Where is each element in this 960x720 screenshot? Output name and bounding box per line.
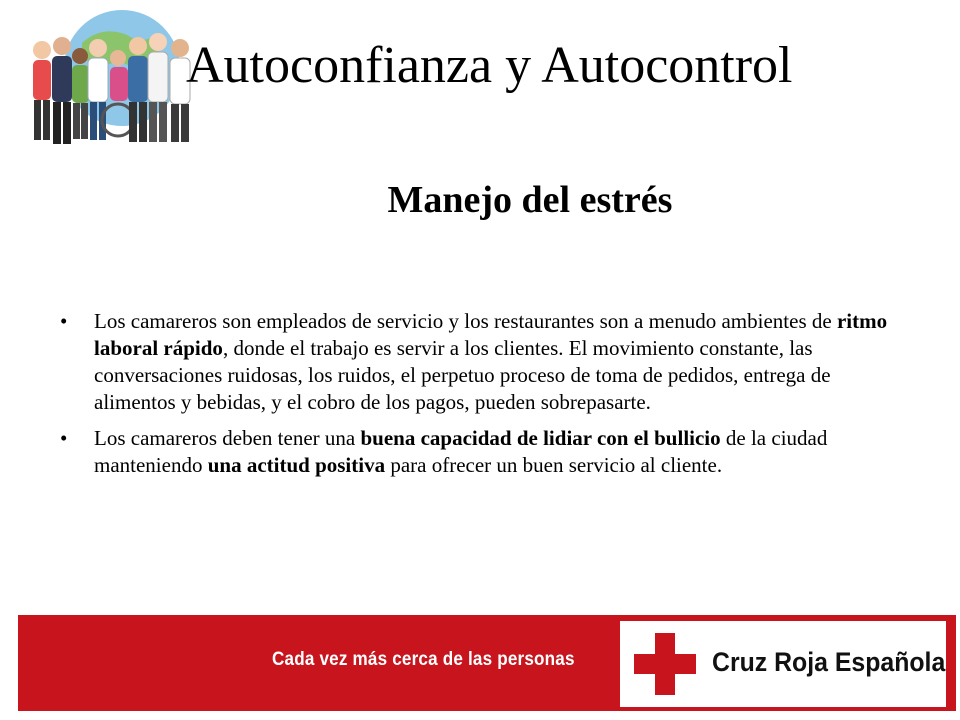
group-of-professionals-illustration bbox=[22, 8, 200, 148]
bullet-item bbox=[60, 425, 910, 479]
bullet-text: Los camareros deben tener una bbox=[94, 426, 361, 450]
bullet-list bbox=[60, 308, 910, 488]
red-cross-icon bbox=[634, 633, 696, 695]
slide-title: Autoconfianza y Autocontrol bbox=[186, 37, 793, 94]
bullet-text: para ofrecer un buen servicio al cliente. bbox=[385, 453, 723, 477]
bullet-text: Los camareros son empleados de servicio y los restaurantes son a menudo ambientes de bbox=[94, 309, 837, 333]
section-subtitle: Manejo del estrés bbox=[387, 179, 673, 221]
emphasized-text: una actitud positiva bbox=[207, 453, 386, 477]
footer-slogan: Cada vez más cerca de las personas bbox=[272, 649, 575, 670]
cruz-roja-logo bbox=[618, 619, 948, 709]
bullet-text: de la ciudad manteniendo bbox=[94, 426, 828, 477]
emphasized-text: ritmo laboral rápido bbox=[94, 309, 888, 360]
brand-name: Cruz Roja Española bbox=[712, 647, 946, 677]
bullet-item bbox=[60, 308, 910, 416]
bullet-icon: • bbox=[60, 426, 68, 450]
bullet-icon: • bbox=[60, 309, 68, 333]
footer-banner bbox=[18, 615, 956, 711]
bullet-text: , donde el trabajo es servir a los clientes. El movimiento constante, las conversaciones ruidosas, los ruidos, el perpetuo proceso de toma de pedidos, entrega de alimentos y bebidas, y el cobro de los pagos, pueden sobrepasarte. bbox=[94, 336, 831, 414]
emphasized-text: buena capacidad de lidiar con el bullicio bbox=[360, 426, 721, 450]
